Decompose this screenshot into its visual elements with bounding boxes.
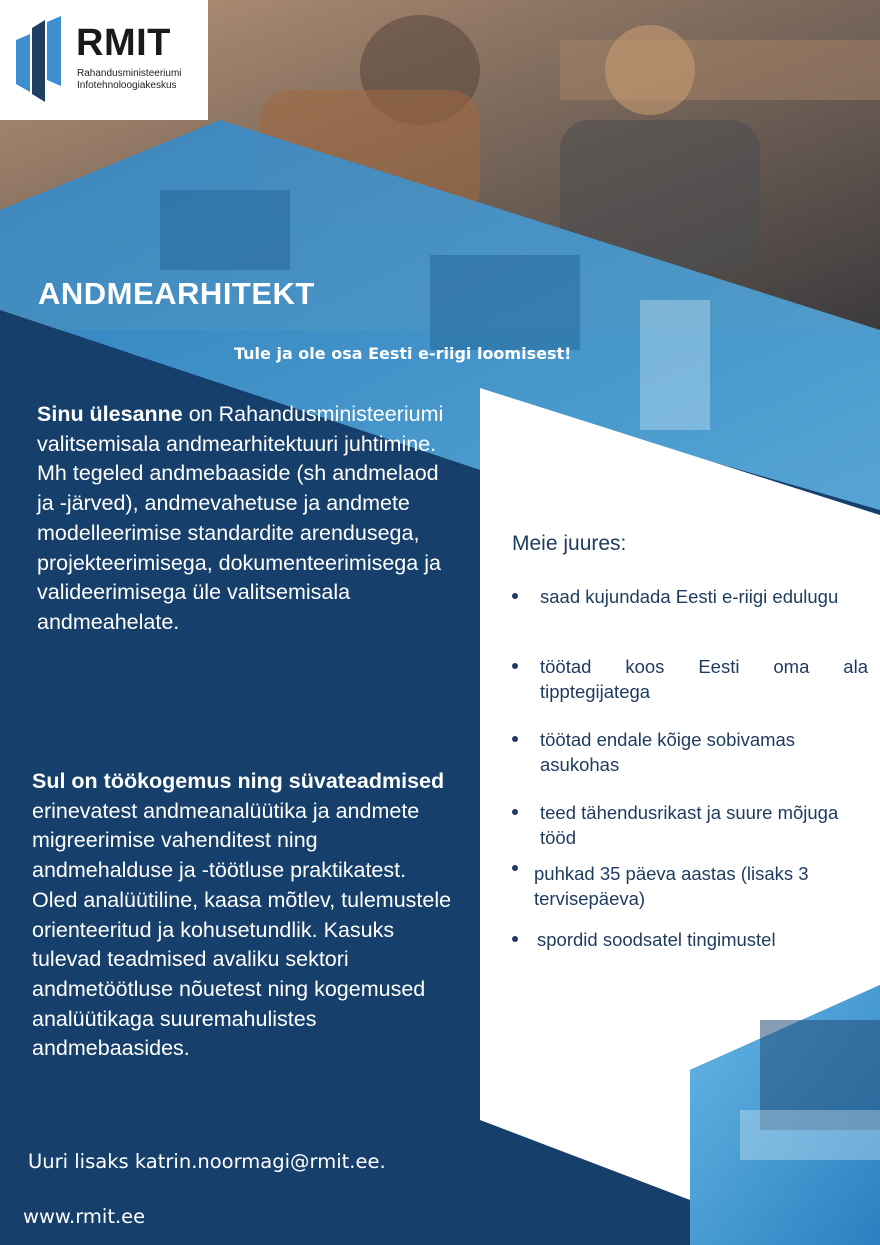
experience-paragraph	[32, 767, 452, 1064]
logo-title: RMIT	[76, 22, 171, 64]
logo-subtitle-1: Rahandusministeeriumi	[77, 68, 182, 79]
benefit-item: teed tähendusrikast ja suure mõjuga tööd	[512, 800, 868, 850]
job-title: ANDMEARHITEKT	[38, 276, 315, 311]
task-heading: Sinu ülesanne	[37, 402, 183, 426]
benefit-item: spordid soodsatel tingimustel	[512, 927, 868, 952]
logo-subtitle-2: Infotehnoloogiakeskus	[77, 80, 177, 91]
bullet-icon	[512, 865, 518, 871]
logo-mark-icon	[0, 0, 70, 110]
bullet-icon	[512, 809, 518, 815]
task-text: on Rahandusministeeriumi valitsemisala andmearhitektuuri juhtimine. Mh tegeled andmebaaside (sh andmelaod ja -järved), andmevahetuse ja andmete modelleerimise standardite arendusega, projekteerimisega, dokumenteerimisega ja valideerimisega üle valitsemisala andmeahelate.	[37, 402, 444, 634]
benefit-item: töötad koos Eesti oma ala tipptegijatega	[512, 654, 868, 704]
benefit-item: saad kujundada Eesti e-riigi edulugu	[512, 584, 868, 609]
bullet-icon	[512, 593, 518, 599]
experience-heading: Sul on töökogemus ning süvateadmised	[32, 769, 445, 793]
experience-text: erinevatest andmeanalüütika ja andmete migreerimise vahenditest ning andmehalduse ja -töötluse praktikatest. Oled analüütiline, kaasa mõtlev, tulemustele orienteeritud ja kohusetundlik. Kasuks tulevad teadmised avaliku sektori andmetöötluse nõuetest ning kogemused analüütikaga suuremahulistes andmebaasides.	[32, 798, 452, 1061]
contact-text[interactable]: Uuri lisaks katrin.noormagi@rmit.ee.	[28, 1150, 386, 1173]
bullet-icon	[512, 736, 518, 742]
benefit-item: puhkad 35 päeva aastas (lisaks 3 tervisepäeva)	[512, 861, 868, 911]
benefits-heading: Meie juures:	[512, 532, 627, 555]
benefit-item: töötad endale kõige sobivamas asukohas	[512, 727, 868, 777]
bullet-icon	[512, 936, 518, 942]
bullet-icon	[512, 663, 518, 669]
tagline: Tule ja ole osa Eesti e-riigi loomisest!	[234, 344, 572, 363]
task-paragraph	[37, 400, 457, 638]
website-link[interactable]: www.rmit.ee	[23, 1205, 146, 1228]
